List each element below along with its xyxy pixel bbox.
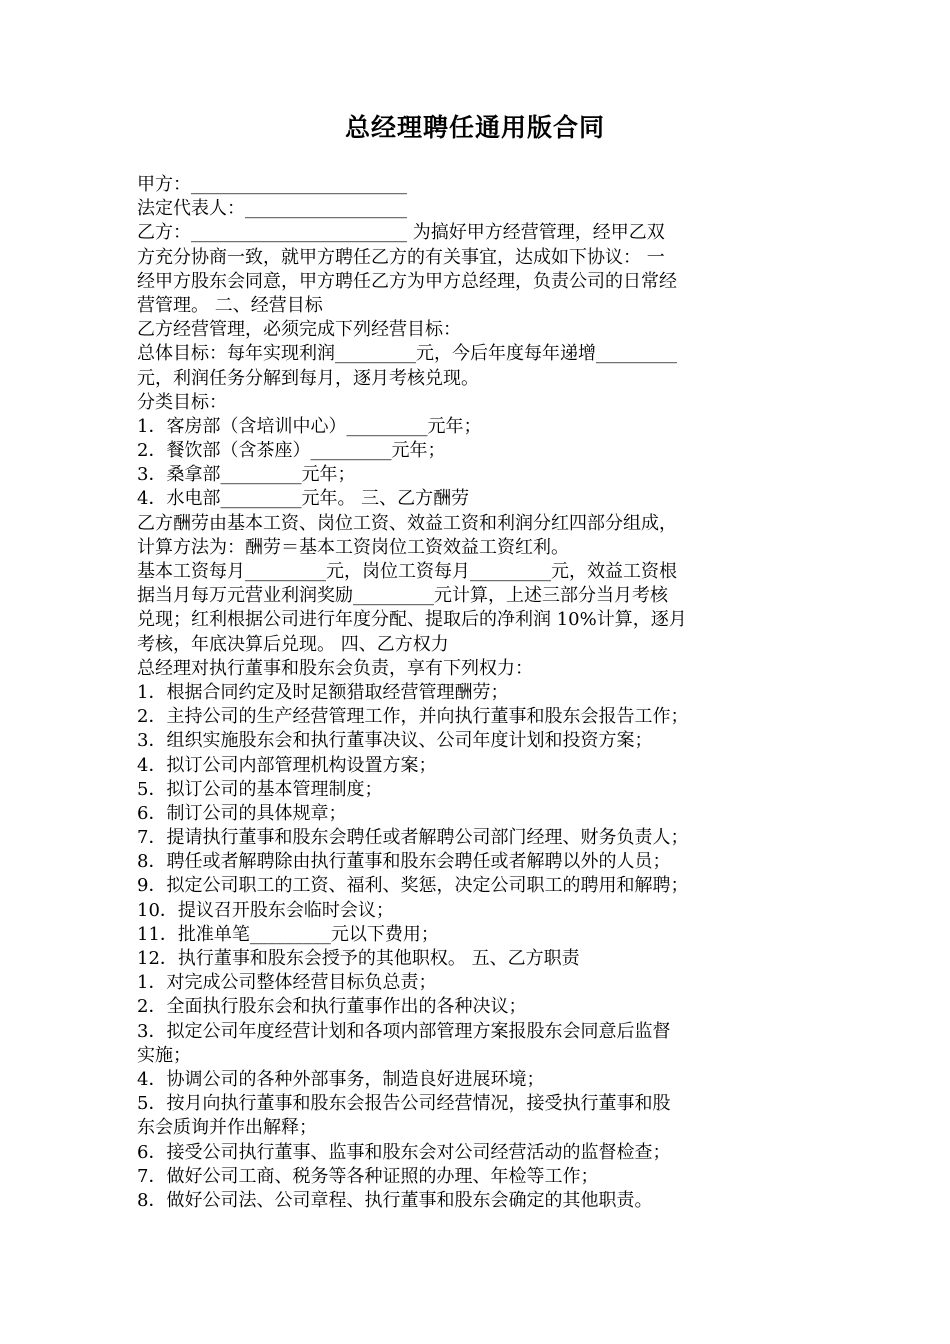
text-line: 3．桑拿部_________元年；: [137, 464, 356, 486]
text-line: 4．协调公司的各种外部事务，制造良好进展环境；: [137, 1068, 545, 1090]
text-line: 6．接受公司执行董事、监事和股东会对公司经营活动的监督检查；: [137, 1141, 671, 1163]
text-line: 7．做好公司工商、税务等各种证照的办理、年检等工作；: [137, 1165, 599, 1187]
text-line: 考核，年底决算后兑现。 四、乙方权力: [137, 633, 449, 655]
text-line: 营管理。 二、经营目标: [137, 294, 323, 316]
text-line: 方充分协商一致，就甲方聘任乙方的有关事宜，达成如下协议： 一: [137, 246, 665, 268]
text-line: 8．聘任或者解聘除由执行董事和股东会聘任或者解聘以外的人员；: [137, 851, 671, 873]
text-line: 基本工资每月_________元，岗位工资每月_________元，效益工资根: [137, 561, 677, 582]
text-line: 8．做好公司法、公司章程、执行董事和股东会确定的其他职责。: [137, 1189, 653, 1211]
text-line: 5．按月向执行董事和股东会报告公司经营情况，接受执行董事和股: [137, 1093, 671, 1115]
text-line: 3．拟定公司年度经营计划和各项内部管理方案报股东会同意后监督: [137, 1020, 671, 1042]
text-line: 甲方：________________________: [137, 174, 407, 195]
text-line: 据当月每万元营业利润奖励_________元计算，上述三部分当月考核: [137, 585, 668, 607]
text-line: 1．根据合同约定及时足额猎取经营管理酬劳；: [137, 681, 509, 703]
text-line: 3．组织实施股东会和执行董事决议、公司年度计划和投资方案；: [137, 730, 653, 752]
text-line: 1．客房部（含培训中心）_________元年；: [137, 415, 482, 437]
text-line: 9．拟定公司职工的工资、福利、奖惩，决定公司职工的聘用和解聘；: [137, 875, 689, 897]
text-line: 元，利润任务分解到每月，逐月考核兑现。: [137, 367, 479, 389]
text-line: 2．全面执行股东会和执行董事作出的各种决议；: [137, 996, 527, 1018]
text-line: 10．提议召开股东会临时会议；: [137, 899, 394, 921]
text-line: 5．拟订公司的基本管理制度；: [137, 778, 383, 800]
text-line: 总体目标：每年实现利润_________元，今后年度每年递增_________: [137, 343, 677, 365]
text-line: 总经理对执行董事和股东会负责，享有下列权力：: [137, 657, 533, 679]
text-line: 2．主持公司的生产经营管理工作，并向执行董事和股东会报告工作；: [137, 706, 689, 728]
text-line: 4．水电部_________元年。 三、乙方酬劳: [137, 488, 470, 510]
text-line: 2．餐饮部（含茶座）_________元年；: [137, 440, 446, 462]
text-line: 计算方法为：酬劳＝基本工资岗位工资效益工资红利。: [137, 536, 569, 558]
text-line: 7．提请执行董事和股东会聘任或者解聘公司部门经理、财务负责人；: [137, 827, 689, 849]
text-line: 东会质询并作出解释；: [137, 1117, 317, 1139]
text-line: 11．批准单笔_________元以下费用；: [137, 923, 439, 945]
text-line: 乙方：________________________ 为搞好甲方经营管理，经甲乙双: [137, 222, 665, 244]
text-line: 乙方酬劳由基本工资、岗位工资、效益工资和利润分红四部分组成，: [137, 512, 677, 534]
text-line: 乙方经营管理，必须完成下列经营目标：: [137, 319, 461, 341]
document-title: 总经理聘任通用版合同: [344, 113, 605, 142]
text-line: 法定代表人：__________________: [137, 198, 407, 220]
text-line: 4．拟订公司内部管理机构设置方案；: [137, 754, 437, 776]
text-line: 经甲方股东会同意，甲方聘任乙方为甲方总经理，负责公司的日常经: [137, 270, 677, 292]
text-line: 12．执行董事和股东会授予的其他职权。 五、乙方职责: [137, 948, 580, 969]
text-line: 分类目标：: [137, 391, 227, 413]
text-line: 实施；: [137, 1044, 191, 1066]
text-line: 6．制订公司的具体规章；: [137, 802, 347, 824]
document-body: [137, 173, 817, 1213]
text-line: 1．对完成公司整体经营目标负总责；: [137, 972, 437, 994]
text-line: 兑现；红利根据公司进行年度分配、提取后的净利润 10%计算，逐月: [137, 609, 687, 631]
